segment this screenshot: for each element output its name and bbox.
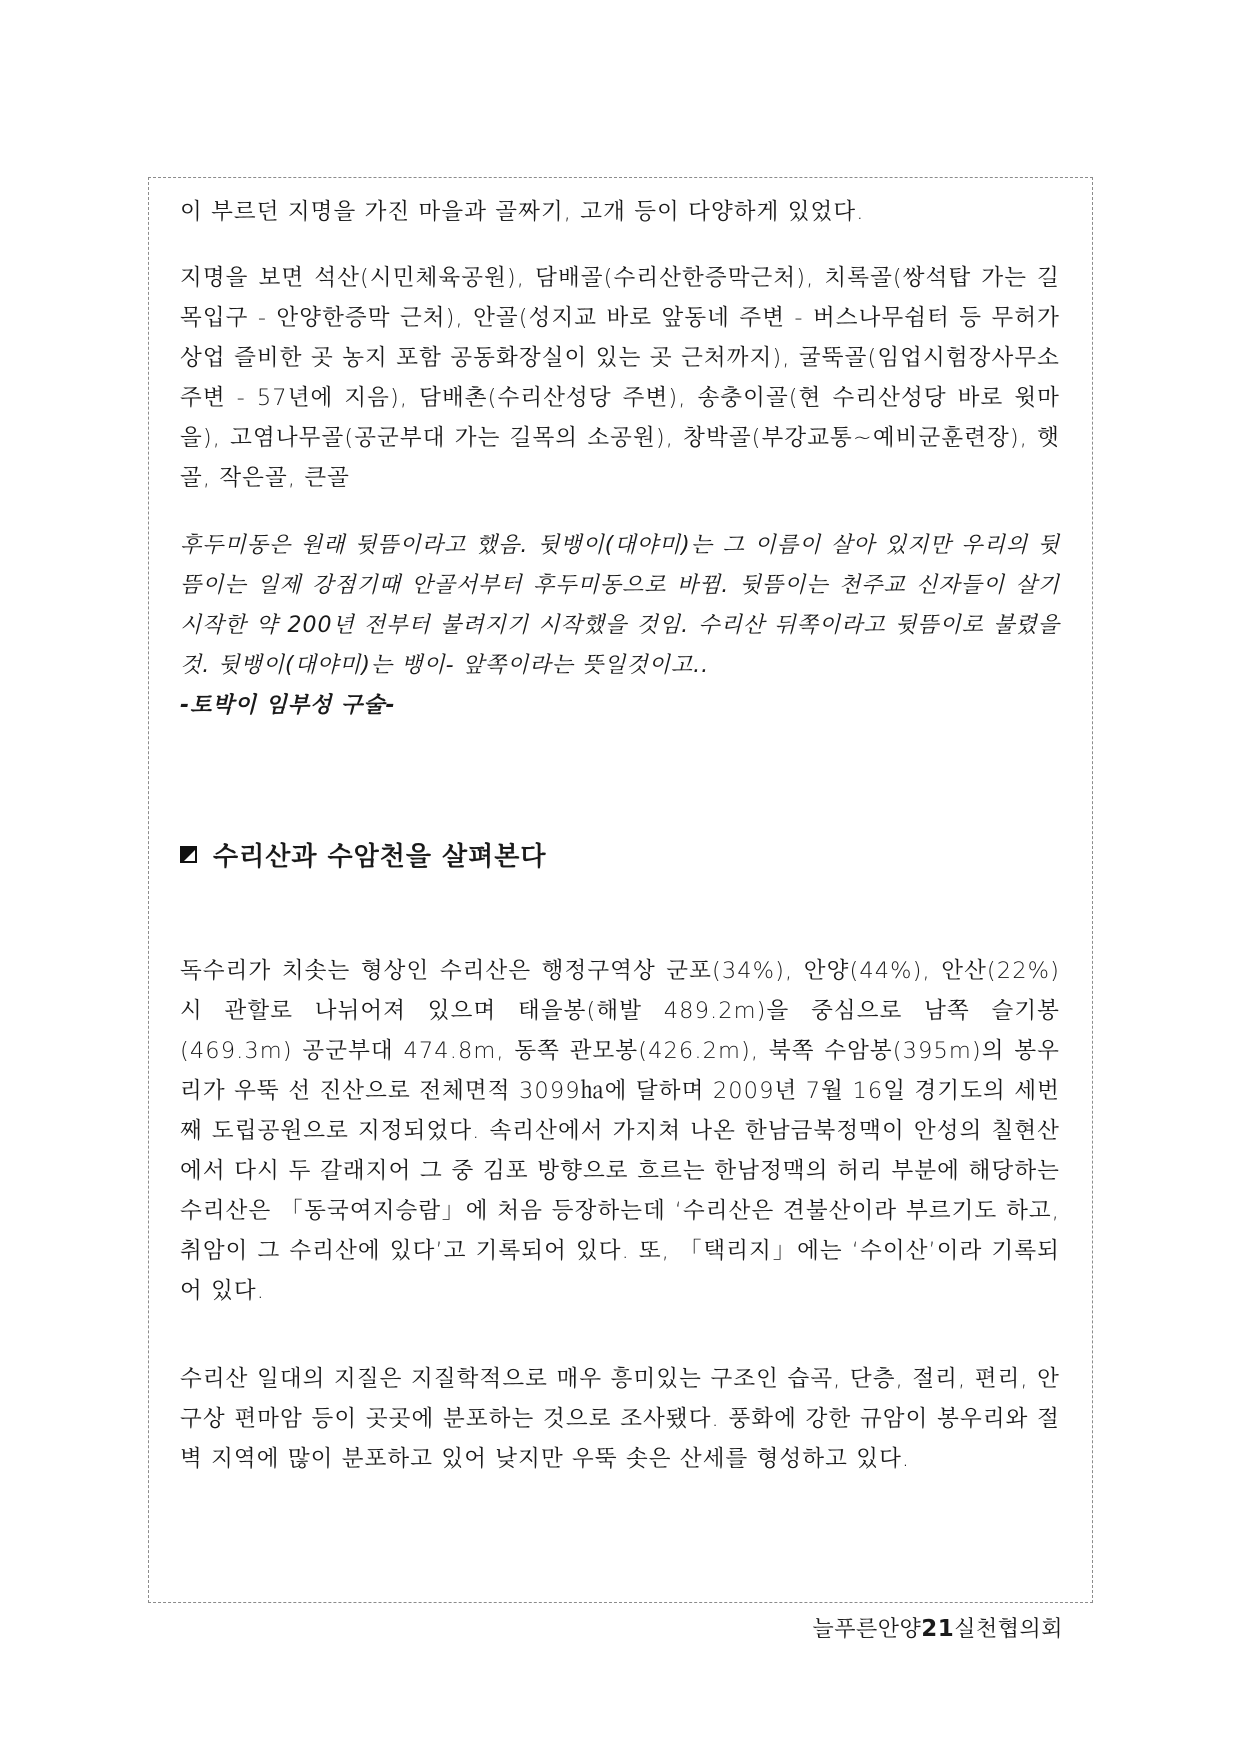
paragraph-surisan-overview: 독수리가 치솟는 형상인 수리산은 행정구역상 군포(34%), 안양(44%), 안산(22%)시 관할로 나뉘어져 있으며 태을봉(해발 489.2m)을 중심으로 남쪽 슬기봉(469.3m) 공군부대 474.8m, 동쪽 관모봉(426.2m), 북쪽 수암봉(395m)의 봉우리가 우뚝 선 진산으로 전체면적 3099㏊에 달하며 2009년 7월 16일 경기도의 세번째 도립공원으로 지정되었다. 속리산에서 가지쳐 나온 한남금북정맥이 안성의 칠현산에서 다시 두 갈래지어 그 중 김포 방향으로 흐르는 한남정맥의 허리 부분에 해당하는 수리산은 「동국여지승람」에 처음 등장하는데 ‘수리산은 견불산이라 부르기도 하고, 취암이 그 수리산에 있다’고 기록되어 있다. 또, 「택리지」에는 ‘수이산’이라 기록되어 있다. <box>180 958 1060 1304</box>
footer-org-prefix: 늘푸른안양 <box>812 1617 922 1642</box>
oral-testimony-quote: 후두미동은 원래 뒷뜸이라고 했음. 뒷뱅이(대야미)는 그 이름이 살아 있지만 우리의 뒷뜸이는 일제 강점기때 안골서부터 후두미동으로 바뀜. 뒷뜸이는 천주교 신자들이 살기 시작한 약 200년 전부터 불려지기 시작했을 것임. 수리산 뒤쪽이라고 뒷뜸이로 불렸을 것. 뒷뱅이(대야미)는 뱅이- 앞쪽이라는 뜻일것이고.. <box>180 533 1060 678</box>
page-footer <box>812 1612 1063 1643</box>
paragraph-geology: 수리산 일대의 지질은 지질학적으로 매우 흥미있는 구조인 습곡, 단층, 절리, 편리, 안구상 편마암 등이 곳곳에 분포하는 것으로 조사됐다. 풍화에 강한 규암이 봉우리와 절벽 지역에 많이 분포하고 있어 낮지만 우뚝 솟은 산세를 형성하고 있다. <box>180 1366 1060 1472</box>
section-title: 수리산과 수암천을 살펴본다 <box>213 842 547 872</box>
document-body <box>180 192 1060 1479</box>
footer-org-number: 21 <box>921 1616 955 1642</box>
quote-attribution: -토박이 임부성 구술- <box>180 693 396 718</box>
paragraph-place-names: 지명을 보면 석산(시민체육공원), 담배골(수리산한증막근처), 치록골(쌍석탑 가는 길목입구 - 안양한증막 근처), 안골(성지교 바로 앞동네 주변 - 버스나무쉼터 등 무허가상업 즐비한 곳 농지 포함 공동화장실이 있는 곳 근처까지), 굴뚝골(임업시험장사무소 주변 - 57년에 지음), 담배촌(수리산성당 주변), 송충이골(현 수리산성당 바로 윗마을), 고염나무골(공군부대 가는 길목의 소공원), 창박골(부강교통~예비군훈련장), 햇골, 작은골, 큰골 <box>180 265 1060 491</box>
corner-square-bullet-icon <box>180 846 197 863</box>
paragraph-intro: 이 부르던 지명을 가진 마을과 골짜기, 고개 등이 다양하게 있었다. <box>180 199 865 225</box>
footer-org-suffix: 실천협의회 <box>954 1617 1063 1642</box>
section-heading <box>180 836 1060 873</box>
